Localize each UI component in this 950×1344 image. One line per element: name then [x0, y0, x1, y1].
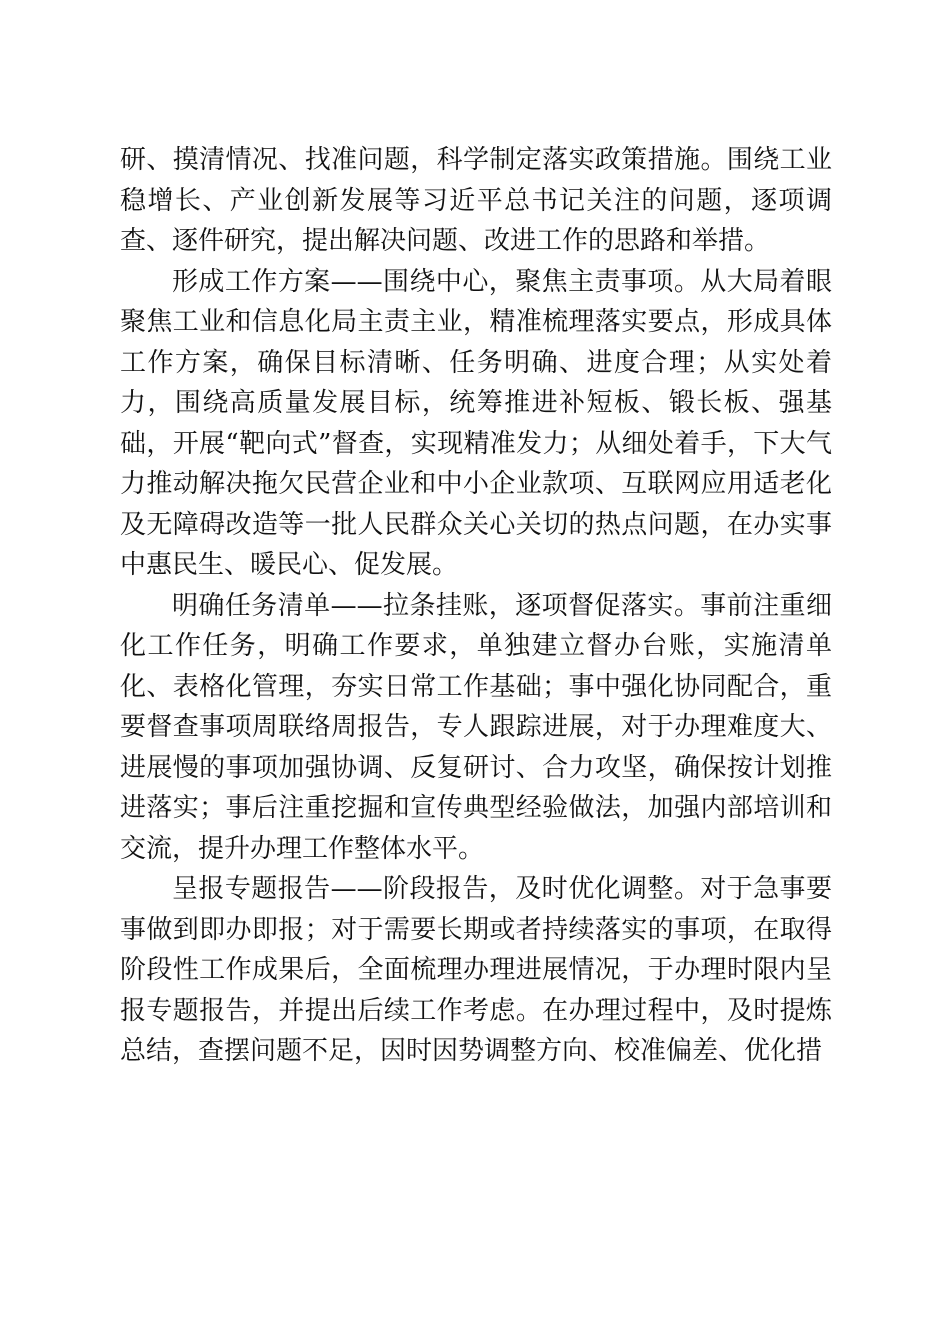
paragraph-task-list: 明确任务清单——拉条挂账，逐项督促落实。事前注重细化工作任务，明确工作要求，单独建立督办台账，实施清单化、表格化管理，夯实日常工作基础；事中强化协同配合，重要督查事项周联络周报告，专人跟踪进展，对于办理难度大、进展慢的事项加强协调、反复研讨、合力攻坚，确保按计划推进落实；事后注重挖掘和宣传典型经验做法，加强内部培训和交流，提升办理工作整体水平。 [120, 590, 832, 864]
paragraph-work-plan: 形成工作方案——围绕中心，聚焦主责事项。从大局着眼聚焦工业和信息化局主责主业，精准梳理落实要点，形成具体工作方案，确保目标清晰、任务明确、进度合理；从实处着力，围绕高质量发展目标，统筹推进补短板、锻长板、强基础，开展“靶向式”督查，实现精准发力；从细处着手，下大气力推动解决拖欠民营企业和中小企业款项、互联网应用适老化及无障碍改造等一批人民群众关心关切的热点问题，在办实事中惠民生、暖民心、促发展。 [120, 266, 832, 580]
document-page [120, 140, 832, 1072]
paragraph-continued: 研、摸清情况、找准问题，科学制定落实政策措施。围绕工业稳增长、产业创新发展等习近平总书记关注的问题，逐项调查、逐件研究，提出解决问题、改进工作的思路和举措。 [120, 145, 832, 256]
paragraph-special-report: 呈报专题报告——阶段报告，及时优化调整。对于急事要事做到即办即报；对于需要长期或者持续落实的事项，在取得阶段性工作成果后，全面梳理办理进展情况，于办理时限内呈报专题报告，并提出后续工作考虑。在办理过程中，及时提炼总结，查摆问题不足，因时因势调整方向、校准偏差、优化措 [120, 874, 832, 1066]
